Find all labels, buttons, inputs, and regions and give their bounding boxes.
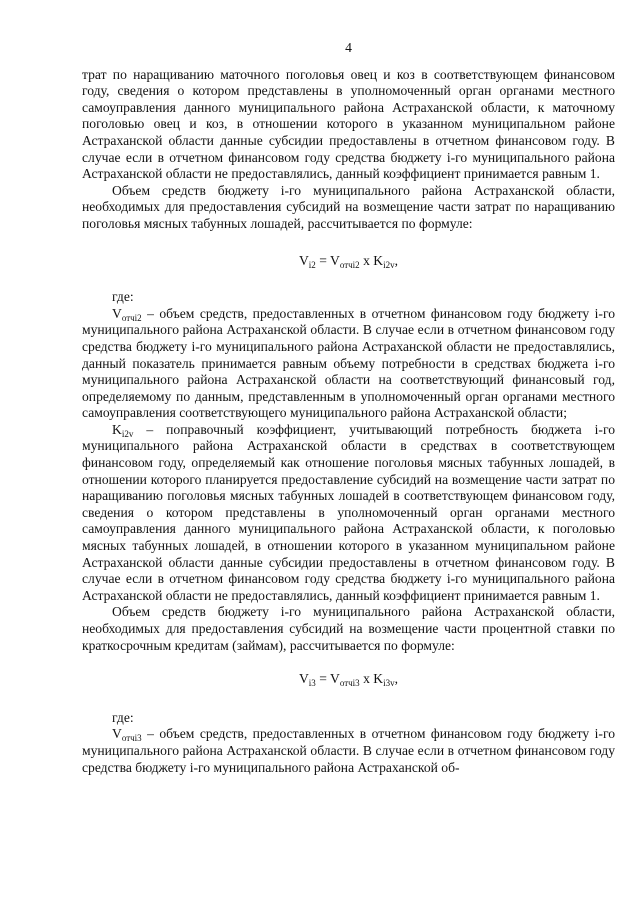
definition-symbol-sub: отчi2 — [121, 312, 142, 323]
definition-symbol: V — [112, 305, 122, 321]
formula-2-v-sub: отчi3 — [339, 678, 360, 689]
formula-1-end: , — [394, 252, 399, 268]
formula-1-v: V — [330, 252, 340, 268]
definition-v-otch-i2 — [82, 306, 615, 422]
page-number: 4 — [345, 40, 352, 55]
paragraph-formula-intro-2: Объем средств бюджету i-го муниципального района Астраханской области, необходимых для предоставления субсидий на возмещение части процентной ставки по краткосрочным кредитам (займам), рассчитывается по формуле: — [82, 604, 615, 653]
definition-symbol-sub: отчi3 — [121, 733, 142, 744]
definition-text: – объем средств, предоставленных в отчетном финансовом году бюджету i-го муниципального района Астраханской области. В случае если в отчетном финансовом году средства бюджету i-го муниципального района Астраханской области не предоставлялись, данный показатель принимается равным объему потребности в средствах бюджета i-го муниципального района Астраханской области на соответствующий финансовый год, определяемому по данным, представленным в уполномоченный орган органами местного самоуправления соответствующего муниципального района Астраханской области; — [82, 305, 615, 421]
definition-k-i2v — [82, 422, 615, 605]
formula-2-k: K — [373, 671, 384, 687]
formula-2 — [82, 671, 615, 688]
definition-text: – поправочный коэффициент, учитывающий потребность бюджета i-го муниципального района Астраханской области в средствах в соответствующем финансовом году, определяемый как отношение поголовья мясных табунных лошадей, в отношении которого планируется предоставление субсидий на возмещение части затрат по наращиванию поголовья мясных табунных лошадей в соответствующем финансовом году, сведения о котором представлены в уполномоченный орган органами местного самоуправления данного муниципального района Астраханской области, к поголовью мясных табунных лошадей, в отношении которого в указанном муниципальном районе Астраханской области данные субсидии предоставлены в отчетном финансовом году. В случае если в отчетном финансовом году средства бюджету i-го муниципального района Астраханской области не предоставлялись, данный коэффициент принимается равным 1. — [82, 421, 615, 603]
formula-2-end: , — [394, 671, 399, 687]
formula-2-v: V — [330, 671, 340, 687]
formula-2-lhs: V — [298, 671, 309, 687]
formula-1-k: K — [373, 252, 384, 268]
paragraph-formula-intro-1: Объем средств бюджету i-го муниципального района Астраханской области, необходимых для предоставления субсидий на возмещение части затрат по наращиванию поголовья мясных табунных лошадей, рассчитывается по формуле: — [82, 182, 615, 231]
formula-2-eq: = — [315, 671, 331, 687]
formula-1-lhs: V — [298, 252, 309, 268]
paragraph-continuation: трат по наращиванию маточного поголовья овец и коз в соответствующем финансовом году, сведения о котором представлены в уполномоченный орган органами местного самоуправления данного муниципального района Астраханской области, к маточному поголовью овец и коз, в отношении которого в указанном муниципальном районе Астраханской области данные субсидии предоставлены в отчетном финансовом году. В случае если в отчетном финансовом году средства бюджету i-го муниципального района Астраханской области не предоставлялись, данный коэффициент принимается равным 1. — [82, 66, 615, 182]
definition-symbol: K — [112, 421, 122, 437]
formula-1-k-sub: i2v — [383, 259, 395, 270]
definition-symbol-sub: i2v — [121, 428, 134, 439]
definition-text: – объем средств, предоставленных в отчетном финансовом году бюджету i-го муниципального района Астраханской области. В случае если в отчетном финансовом году средства бюджету i-го муниципального района Астраханской об- — [82, 726, 615, 775]
definition-symbol: V — [112, 726, 122, 742]
formula-2-op: x — [359, 671, 374, 687]
formula-1 — [82, 253, 615, 270]
formula-2-lhs-sub: i3 — [308, 678, 316, 689]
definition-v-otch-i3 — [82, 726, 615, 776]
formula-1-v-sub: отчi2 — [339, 259, 360, 270]
formula-1-lhs-sub: i2 — [308, 259, 316, 270]
document-page — [82, 40, 615, 776]
where-label-1: где: — [112, 289, 134, 305]
where-label-2: где: — [112, 709, 134, 725]
formula-2-k-sub: i3v — [383, 678, 395, 689]
formula-1-op: x — [359, 252, 374, 268]
formula-1-eq: = — [315, 252, 331, 268]
